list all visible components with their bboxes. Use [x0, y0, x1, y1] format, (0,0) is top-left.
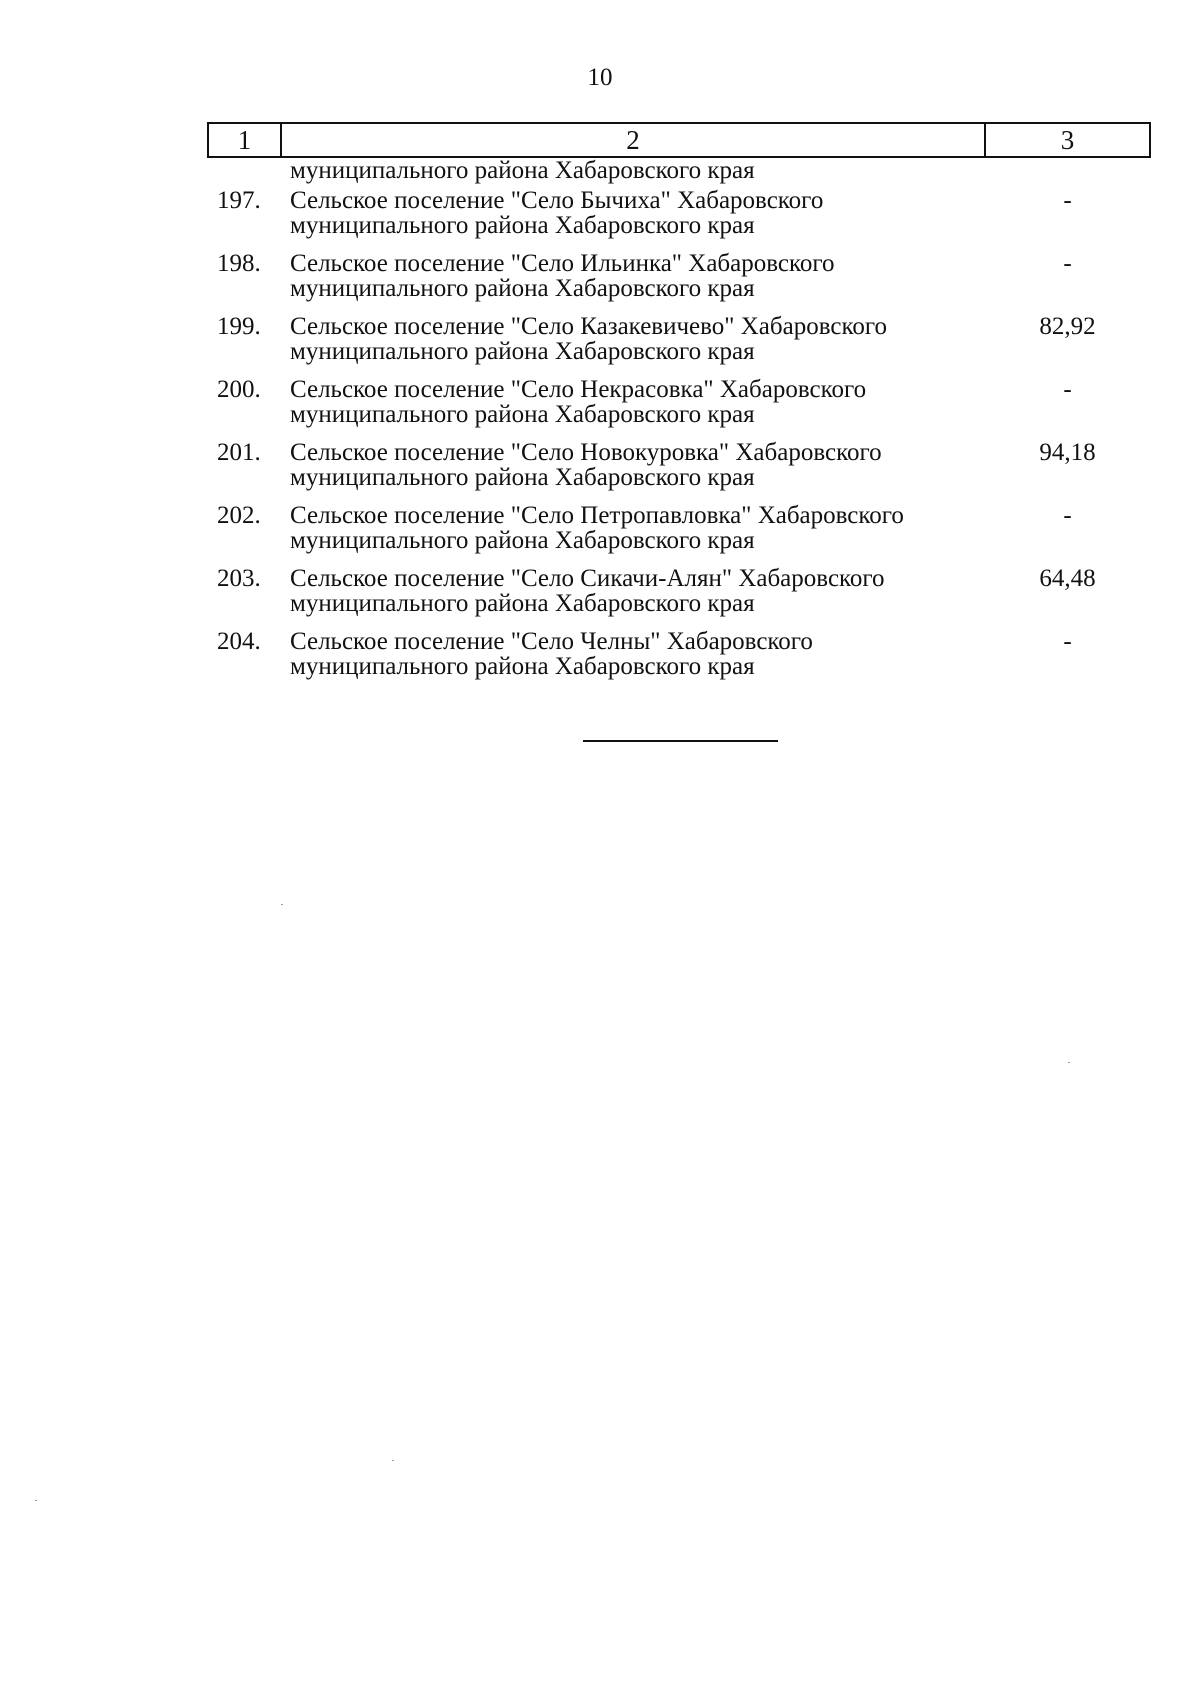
column-header-3: 3 [1060, 125, 1075, 155]
row-number: 203. [217, 565, 261, 592]
row-description [290, 503, 990, 553]
row-description-line: Сельское поселение "Село Ильинка" Хабаровского [290, 250, 835, 277]
row-description [290, 566, 990, 616]
row-value: 64,48 [1039, 565, 1096, 592]
row-number: 204. [217, 628, 261, 655]
row-number: 197. [217, 187, 261, 214]
page-number: 10 [587, 64, 613, 91]
row-description-line: Сельское поселение "Село Новокуровка" Хабаровского [290, 439, 882, 466]
row-description-line: Сельское поселение "Село Казакевичево" Хабаровского [290, 313, 887, 340]
row-description [290, 440, 990, 490]
row-value: - [1063, 628, 1072, 655]
table-row [207, 440, 1151, 503]
end-of-table-rule [583, 740, 778, 742]
table-header [207, 122, 1151, 158]
row-description-line: Сельское поселение "Село Бычиха" Хабаровского [290, 187, 824, 214]
table-row [207, 503, 1151, 566]
row-description-line: Сельское поселение "Село Петропавловка" Хабаровского [290, 502, 904, 529]
row-description [290, 629, 990, 679]
table-row [207, 377, 1151, 440]
continuation-row [207, 158, 1151, 188]
row-value: 94,18 [1039, 439, 1096, 466]
table-row [207, 251, 1151, 314]
row-description-line: муниципального района Хабаровского края [290, 338, 755, 365]
row-description-line: муниципального района Хабаровского края [290, 590, 755, 617]
row-number: 202. [217, 502, 261, 529]
continuation-text: муниципального района Хабаровского края [290, 157, 755, 184]
row-description-line: Сельское поселение "Село Некрасовка" Хабаровского [290, 376, 867, 403]
row-value: - [1063, 376, 1072, 403]
row-number: 200. [217, 376, 261, 403]
table-body [207, 158, 1151, 692]
scan-speck [392, 1460, 394, 1461]
scan-speck [35, 1500, 37, 1501]
row-description-line: муниципального района Хабаровского края [290, 527, 755, 554]
row-number: 199. [217, 313, 261, 340]
table-row [207, 566, 1151, 629]
row-description-line: Сельское поселение "Село Челны" Хабаровского [290, 628, 813, 655]
row-description [290, 188, 990, 238]
scan-speck [1068, 1062, 1070, 1063]
row-value: 82,92 [1039, 313, 1096, 340]
row-description-line: муниципального района Хабаровского края [290, 401, 755, 428]
table-row [207, 629, 1151, 692]
scan-speck [281, 904, 283, 905]
row-description-line: Сельское поселение "Село Сикачи-Алян" Хабаровского [290, 565, 885, 592]
column-header-1: 1 [209, 124, 282, 156]
row-value: - [1063, 502, 1072, 529]
row-number: 201. [217, 439, 261, 466]
row-description-line: муниципального района Хабаровского края [290, 653, 755, 680]
row-description [290, 314, 990, 364]
table-row [207, 188, 1151, 251]
column-header-2: 2 [282, 124, 986, 156]
row-description-line: муниципального района Хабаровского края [290, 275, 755, 302]
row-description [290, 251, 990, 301]
row-number: 198. [217, 250, 261, 277]
row-description-line: муниципального района Хабаровского края [290, 212, 755, 239]
row-value: - [1063, 250, 1072, 277]
row-description-line: муниципального района Хабаровского края [290, 464, 755, 491]
row-description [290, 377, 990, 427]
row-value: - [1063, 187, 1072, 214]
table-row [207, 314, 1151, 377]
